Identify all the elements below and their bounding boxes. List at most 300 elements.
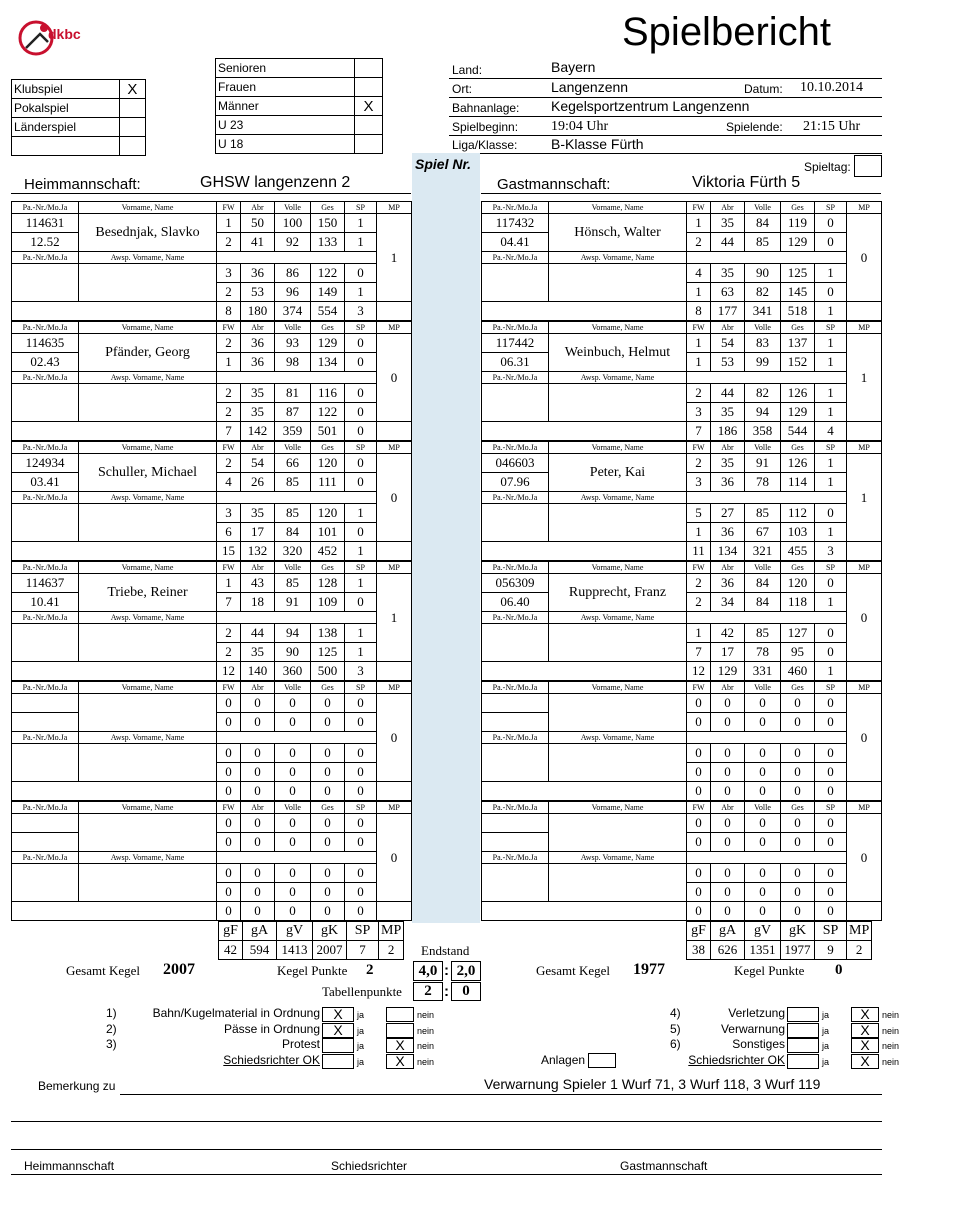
score-cell[interactable]: 0 [345,744,377,763]
awsp-pass[interactable] [12,384,79,422]
score-cell[interactable]: 84 [275,523,311,542]
player-name[interactable]: Rupprecht, Franz [549,574,687,612]
score-cell[interactable]: 0 [345,454,377,473]
game-type-mark[interactable] [119,118,145,137]
score-cell[interactable]: 129 [311,334,345,353]
player-name[interactable] [79,814,217,852]
ja-box[interactable] [322,1054,354,1069]
score-cell[interactable]: 85 [275,574,311,593]
birth-date[interactable] [12,833,79,852]
score-cell[interactable]: 0 [275,713,311,732]
score-cell[interactable]: 125 [311,643,345,662]
score-cell[interactable]: 35 [241,643,275,662]
total-cell[interactable]: 140 [241,662,275,681]
score-cell[interactable]: 137 [781,334,815,353]
score-cell[interactable]: 0 [781,864,815,883]
score-cell[interactable]: 66 [275,454,311,473]
total-cell[interactable]: 7 [687,422,711,441]
score-cell[interactable]: 42 [711,624,745,643]
score-cell[interactable]: 4 [217,473,241,492]
score-cell[interactable]: 0 [745,864,781,883]
total-cell[interactable]: 452 [311,542,345,561]
awsp-pass[interactable] [12,624,79,662]
score-cell[interactable]: 125 [781,264,815,283]
total-cell[interactable]: 0 [275,902,311,921]
score-cell[interactable]: 35 [711,214,745,233]
score-cell[interactable]: 120 [311,454,345,473]
score-cell[interactable]: 103 [781,523,815,542]
score-cell[interactable]: 0 [711,763,745,782]
score-cell[interactable]: 0 [217,814,241,833]
score-cell[interactable]: 35 [711,454,745,473]
score-cell[interactable]: 0 [241,814,275,833]
score-cell[interactable]: 86 [275,264,311,283]
score-cell[interactable]: 44 [711,384,745,403]
score-cell[interactable]: 78 [745,643,781,662]
score-cell[interactable]: 94 [275,624,311,643]
score-cell[interactable]: 3 [687,403,711,422]
birth-date[interactable] [482,713,549,732]
score-cell[interactable]: 0 [311,744,345,763]
birth-date[interactable] [482,833,549,852]
sum-value[interactable]: 626 [711,941,745,960]
awsp-name[interactable] [79,504,217,542]
score-cell[interactable]: 90 [745,264,781,283]
score-cell[interactable]: 0 [815,504,847,523]
total-cell[interactable]: 177 [711,302,745,321]
pass-number[interactable] [12,814,79,833]
awsp-name[interactable] [549,744,687,782]
score-cell[interactable]: 85 [275,504,311,523]
game-type-mark[interactable] [119,137,145,156]
score-cell[interactable]: 0 [275,814,311,833]
score-cell[interactable]: 1 [815,334,847,353]
score-cell[interactable]: 0 [815,694,847,713]
score-cell[interactable]: 95 [781,643,815,662]
mp-cell[interactable]: 0 [847,694,882,782]
score-cell[interactable]: 2 [687,233,711,252]
pass-number[interactable]: 117442 [482,334,549,353]
ja-box[interactable]: X [322,1007,354,1022]
score-cell[interactable]: 1 [687,353,711,372]
score-cell[interactable]: 0 [687,814,711,833]
score-cell[interactable]: 43 [241,574,275,593]
score-cell[interactable]: 35 [241,403,275,422]
score-cell[interactable]: 0 [745,694,781,713]
score-cell[interactable]: 0 [781,744,815,763]
total-cell[interactable]: 180 [241,302,275,321]
score-cell[interactable]: 0 [345,403,377,422]
score-cell[interactable]: 150 [311,214,345,233]
score-cell[interactable]: 2 [217,454,241,473]
score-cell[interactable]: 1 [345,643,377,662]
total-cell[interactable]: 4 [815,422,847,441]
score-cell[interactable]: 36 [241,264,275,283]
awsp-pass[interactable] [482,744,549,782]
score-cell[interactable]: 0 [345,883,377,902]
mp-cell[interactable]: 0 [377,454,412,542]
awsp-pass[interactable] [12,264,79,302]
score-cell[interactable]: 0 [815,744,847,763]
total-cell[interactable]: 374 [275,302,311,321]
ja-box[interactable] [787,1038,819,1053]
score-cell[interactable]: 0 [345,473,377,492]
awsp-name[interactable] [549,384,687,422]
score-cell[interactable]: 0 [815,814,847,833]
total-cell[interactable]: 0 [241,902,275,921]
score-cell[interactable]: 1 [345,624,377,643]
score-cell[interactable]: 81 [275,384,311,403]
pass-number[interactable] [482,814,549,833]
score-cell[interactable]: 0 [345,334,377,353]
score-cell[interactable]: 5 [687,504,711,523]
score-cell[interactable]: 0 [217,763,241,782]
ja-box[interactable] [787,1054,819,1069]
player-name[interactable] [79,694,217,732]
score-cell[interactable]: 0 [311,883,345,902]
total-cell[interactable]: 0 [711,902,745,921]
score-cell[interactable]: 126 [781,384,815,403]
score-cell[interactable]: 134 [311,353,345,372]
score-cell[interactable]: 0 [815,763,847,782]
total-cell[interactable]: 3 [345,662,377,681]
score-cell[interactable]: 2 [217,334,241,353]
awsp-pass[interactable] [482,264,549,302]
score-cell[interactable]: 1 [345,504,377,523]
spieltag-box[interactable] [854,155,882,177]
score-cell[interactable]: 0 [217,713,241,732]
score-cell[interactable]: 0 [815,624,847,643]
sum-value[interactable]: 42 [219,941,243,960]
score-cell[interactable]: 116 [311,384,345,403]
score-cell[interactable]: 0 [781,763,815,782]
score-cell[interactable]: 0 [687,744,711,763]
score-cell[interactable]: 0 [687,833,711,852]
nein-box[interactable] [386,1007,414,1022]
score-cell[interactable]: 0 [711,864,745,883]
score-cell[interactable]: 1 [687,214,711,233]
sum-value[interactable]: 1977 [781,941,815,960]
score-cell[interactable]: 2 [217,643,241,662]
total-cell[interactable]: 0 [781,782,815,801]
score-cell[interactable]: 1 [815,264,847,283]
ja-box[interactable] [322,1038,354,1053]
score-cell[interactable]: 44 [711,233,745,252]
score-cell[interactable]: 2 [687,384,711,403]
awsp-pass[interactable] [12,744,79,782]
score-cell[interactable]: 1 [815,523,847,542]
score-cell[interactable]: 44 [241,624,275,643]
awsp-pass[interactable] [482,624,549,662]
score-cell[interactable]: 0 [815,233,847,252]
score-cell[interactable]: 35 [241,504,275,523]
pass-number[interactable] [12,694,79,713]
awsp-name[interactable] [79,384,217,422]
pass-number[interactable]: 056309 [482,574,549,593]
score-cell[interactable]: 0 [311,694,345,713]
score-cell[interactable]: 26 [241,473,275,492]
score-cell[interactable]: 0 [345,864,377,883]
score-cell[interactable]: 7 [687,643,711,662]
total-cell[interactable]: 134 [711,542,745,561]
total-cell[interactable]: 0 [345,902,377,921]
score-cell[interactable]: 0 [711,713,745,732]
score-cell[interactable]: 1 [687,334,711,353]
pass-number[interactable]: 046603 [482,454,549,473]
score-cell[interactable]: 0 [345,763,377,782]
sum-value[interactable]: 1413 [277,941,313,960]
awsp-pass[interactable] [482,504,549,542]
score-cell[interactable]: 3 [687,473,711,492]
score-cell[interactable]: 0 [711,814,745,833]
score-cell[interactable]: 0 [241,763,275,782]
total-cell[interactable]: 0 [815,902,847,921]
birth-date[interactable]: 06.40 [482,593,549,612]
category-mark[interactable] [355,135,383,154]
total-cell[interactable]: 0 [345,422,377,441]
score-cell[interactable]: 0 [275,763,311,782]
category-mark[interactable] [355,59,383,78]
score-cell[interactable]: 0 [745,833,781,852]
birth-date[interactable]: 10.41 [12,593,79,612]
mp-cell[interactable]: 1 [847,334,882,422]
score-cell[interactable]: 0 [345,384,377,403]
nein-box[interactable]: X [851,1023,879,1038]
score-cell[interactable]: 2 [687,454,711,473]
total-cell[interactable]: 12 [217,662,241,681]
score-cell[interactable]: 0 [781,814,815,833]
awsp-pass[interactable] [12,864,79,902]
score-cell[interactable]: 85 [745,624,781,643]
score-cell[interactable]: 63 [711,283,745,302]
score-cell[interactable]: 36 [711,574,745,593]
total-cell[interactable]: 501 [311,422,345,441]
player-name[interactable] [549,814,687,852]
score-cell[interactable]: 0 [687,864,711,883]
score-cell[interactable]: 94 [745,403,781,422]
sum-value[interactable]: 594 [243,941,277,960]
total-cell[interactable]: 8 [217,302,241,321]
total-cell[interactable]: 15 [217,542,241,561]
score-cell[interactable]: 96 [275,283,311,302]
score-cell[interactable]: 36 [711,473,745,492]
score-cell[interactable]: 36 [241,334,275,353]
sum-value[interactable]: 1351 [745,941,781,960]
score-cell[interactable]: 54 [241,454,275,473]
score-cell[interactable]: 0 [275,694,311,713]
total-cell[interactable]: 321 [745,542,781,561]
pass-number[interactable]: 114635 [12,334,79,353]
score-cell[interactable]: 0 [217,744,241,763]
birth-date[interactable]: 04.41 [482,233,549,252]
score-cell[interactable]: 1 [815,403,847,422]
score-cell[interactable]: 152 [781,353,815,372]
pass-number[interactable]: 114631 [12,214,79,233]
score-cell[interactable]: 1 [687,523,711,542]
score-cell[interactable]: 0 [241,694,275,713]
score-cell[interactable]: 0 [745,744,781,763]
game-type-mark[interactable] [119,99,145,118]
ja-box[interactable] [787,1023,819,1038]
score-cell[interactable]: 2 [217,233,241,252]
score-cell[interactable]: 1 [815,384,847,403]
score-cell[interactable]: 149 [311,283,345,302]
sum-value[interactable]: 38 [687,941,711,960]
category-mark[interactable] [355,116,383,135]
score-cell[interactable]: 18 [241,593,275,612]
score-cell[interactable]: 119 [781,214,815,233]
mp-cell[interactable]: 0 [377,694,412,782]
score-cell[interactable]: 54 [711,334,745,353]
score-cell[interactable]: 126 [781,454,815,473]
pass-number[interactable]: 124934 [12,454,79,473]
score-cell[interactable]: 111 [311,473,345,492]
score-cell[interactable]: 82 [745,283,781,302]
score-cell[interactable]: 36 [711,523,745,542]
score-cell[interactable]: 0 [217,864,241,883]
score-cell[interactable]: 98 [275,353,311,372]
score-cell[interactable]: 17 [711,643,745,662]
total-cell[interactable]: 0 [217,902,241,921]
total-cell[interactable]: 142 [241,422,275,441]
score-cell[interactable]: 0 [711,694,745,713]
total-cell[interactable]: 0 [781,902,815,921]
total-cell[interactable]: 331 [745,662,781,681]
score-cell[interactable]: 0 [711,744,745,763]
score-cell[interactable]: 0 [745,883,781,902]
score-cell[interactable]: 0 [345,593,377,612]
total-cell[interactable]: 1 [815,302,847,321]
score-cell[interactable]: 50 [241,214,275,233]
score-cell[interactable]: 0 [345,264,377,283]
total-cell[interactable]: 518 [781,302,815,321]
score-cell[interactable]: 0 [687,883,711,902]
score-cell[interactable]: 0 [711,883,745,902]
anlagen-box[interactable] [588,1053,616,1068]
score-cell[interactable]: 1 [687,283,711,302]
total-cell[interactable]: 186 [711,422,745,441]
total-cell[interactable]: 455 [781,542,815,561]
mp-cell[interactable]: 1 [377,214,412,302]
score-cell[interactable]: 1 [345,214,377,233]
awsp-name[interactable] [79,744,217,782]
score-cell[interactable]: 1 [687,624,711,643]
score-cell[interactable]: 0 [815,574,847,593]
birth-date[interactable]: 12.52 [12,233,79,252]
category-mark[interactable]: X [355,97,383,116]
score-cell[interactable]: 0 [687,713,711,732]
score-cell[interactable]: 0 [311,864,345,883]
total-cell[interactable]: 0 [311,902,345,921]
score-cell[interactable]: 91 [745,454,781,473]
total-cell[interactable]: 0 [687,902,711,921]
pass-number[interactable] [482,694,549,713]
score-cell[interactable]: 7 [217,593,241,612]
score-cell[interactable]: 2 [217,384,241,403]
score-cell[interactable]: 27 [711,504,745,523]
score-cell[interactable]: 118 [781,593,815,612]
score-cell[interactable]: 133 [311,233,345,252]
player-name[interactable] [549,694,687,732]
score-cell[interactable]: 0 [815,214,847,233]
score-cell[interactable]: 122 [311,403,345,422]
total-cell[interactable]: 0 [815,782,847,801]
score-cell[interactable]: 2 [217,283,241,302]
awsp-pass[interactable] [482,384,549,422]
score-cell[interactable]: 1 [345,283,377,302]
mp-cell[interactable]: 0 [847,814,882,902]
score-cell[interactable]: 101 [311,523,345,542]
score-cell[interactable]: 90 [275,643,311,662]
score-cell[interactable]: 0 [275,864,311,883]
score-cell[interactable]: 1 [217,353,241,372]
score-cell[interactable]: 145 [781,283,815,302]
score-cell[interactable]: 0 [711,833,745,852]
mp-cell[interactable]: 0 [377,334,412,422]
score-cell[interactable]: 0 [275,883,311,902]
sum-value[interactable]: 2 [379,941,404,960]
score-cell[interactable]: 82 [745,384,781,403]
total-cell[interactable]: 11 [687,542,711,561]
score-cell[interactable]: 1 [815,353,847,372]
score-cell[interactable]: 84 [745,574,781,593]
total-cell[interactable]: 500 [311,662,345,681]
nein-box[interactable]: X [851,1007,879,1022]
score-cell[interactable]: 2 [217,403,241,422]
score-cell[interactable]: 1 [345,233,377,252]
score-cell[interactable]: 1 [217,214,241,233]
awsp-name[interactable] [79,864,217,902]
player-name[interactable]: Peter, Kai [549,454,687,492]
mp-cell[interactable]: 1 [377,574,412,662]
total-cell[interactable]: 0 [745,782,781,801]
score-cell[interactable]: 36 [241,353,275,372]
score-cell[interactable]: 100 [275,214,311,233]
nein-box[interactable] [386,1023,414,1038]
awsp-pass[interactable] [482,864,549,902]
score-cell[interactable]: 91 [275,593,311,612]
total-cell[interactable]: 554 [311,302,345,321]
score-cell[interactable]: 0 [345,713,377,732]
score-cell[interactable]: 0 [781,833,815,852]
score-cell[interactable]: 34 [711,593,745,612]
score-cell[interactable]: 2 [217,624,241,643]
score-cell[interactable]: 0 [311,763,345,782]
score-cell[interactable]: 1 [815,593,847,612]
score-cell[interactable]: 0 [345,694,377,713]
score-cell[interactable]: 0 [745,763,781,782]
total-cell[interactable]: 129 [711,662,745,681]
awsp-name[interactable] [79,624,217,662]
score-cell[interactable]: 0 [311,713,345,732]
score-cell[interactable]: 0 [687,694,711,713]
birth-date[interactable]: 02.43 [12,353,79,372]
score-cell[interactable]: 0 [345,814,377,833]
score-cell[interactable]: 0 [275,744,311,763]
player-name[interactable]: Besednjak, Slavko [79,214,217,252]
score-cell[interactable]: 0 [815,883,847,902]
score-cell[interactable]: 85 [275,473,311,492]
score-cell[interactable]: 114 [781,473,815,492]
total-cell[interactable]: 544 [781,422,815,441]
score-cell[interactable]: 83 [745,334,781,353]
awsp-name[interactable] [549,864,687,902]
total-cell[interactable]: 0 [217,782,241,801]
score-cell[interactable]: 120 [311,504,345,523]
score-cell[interactable]: 129 [781,403,815,422]
birth-date[interactable]: 07.96 [482,473,549,492]
score-cell[interactable]: 138 [311,624,345,643]
